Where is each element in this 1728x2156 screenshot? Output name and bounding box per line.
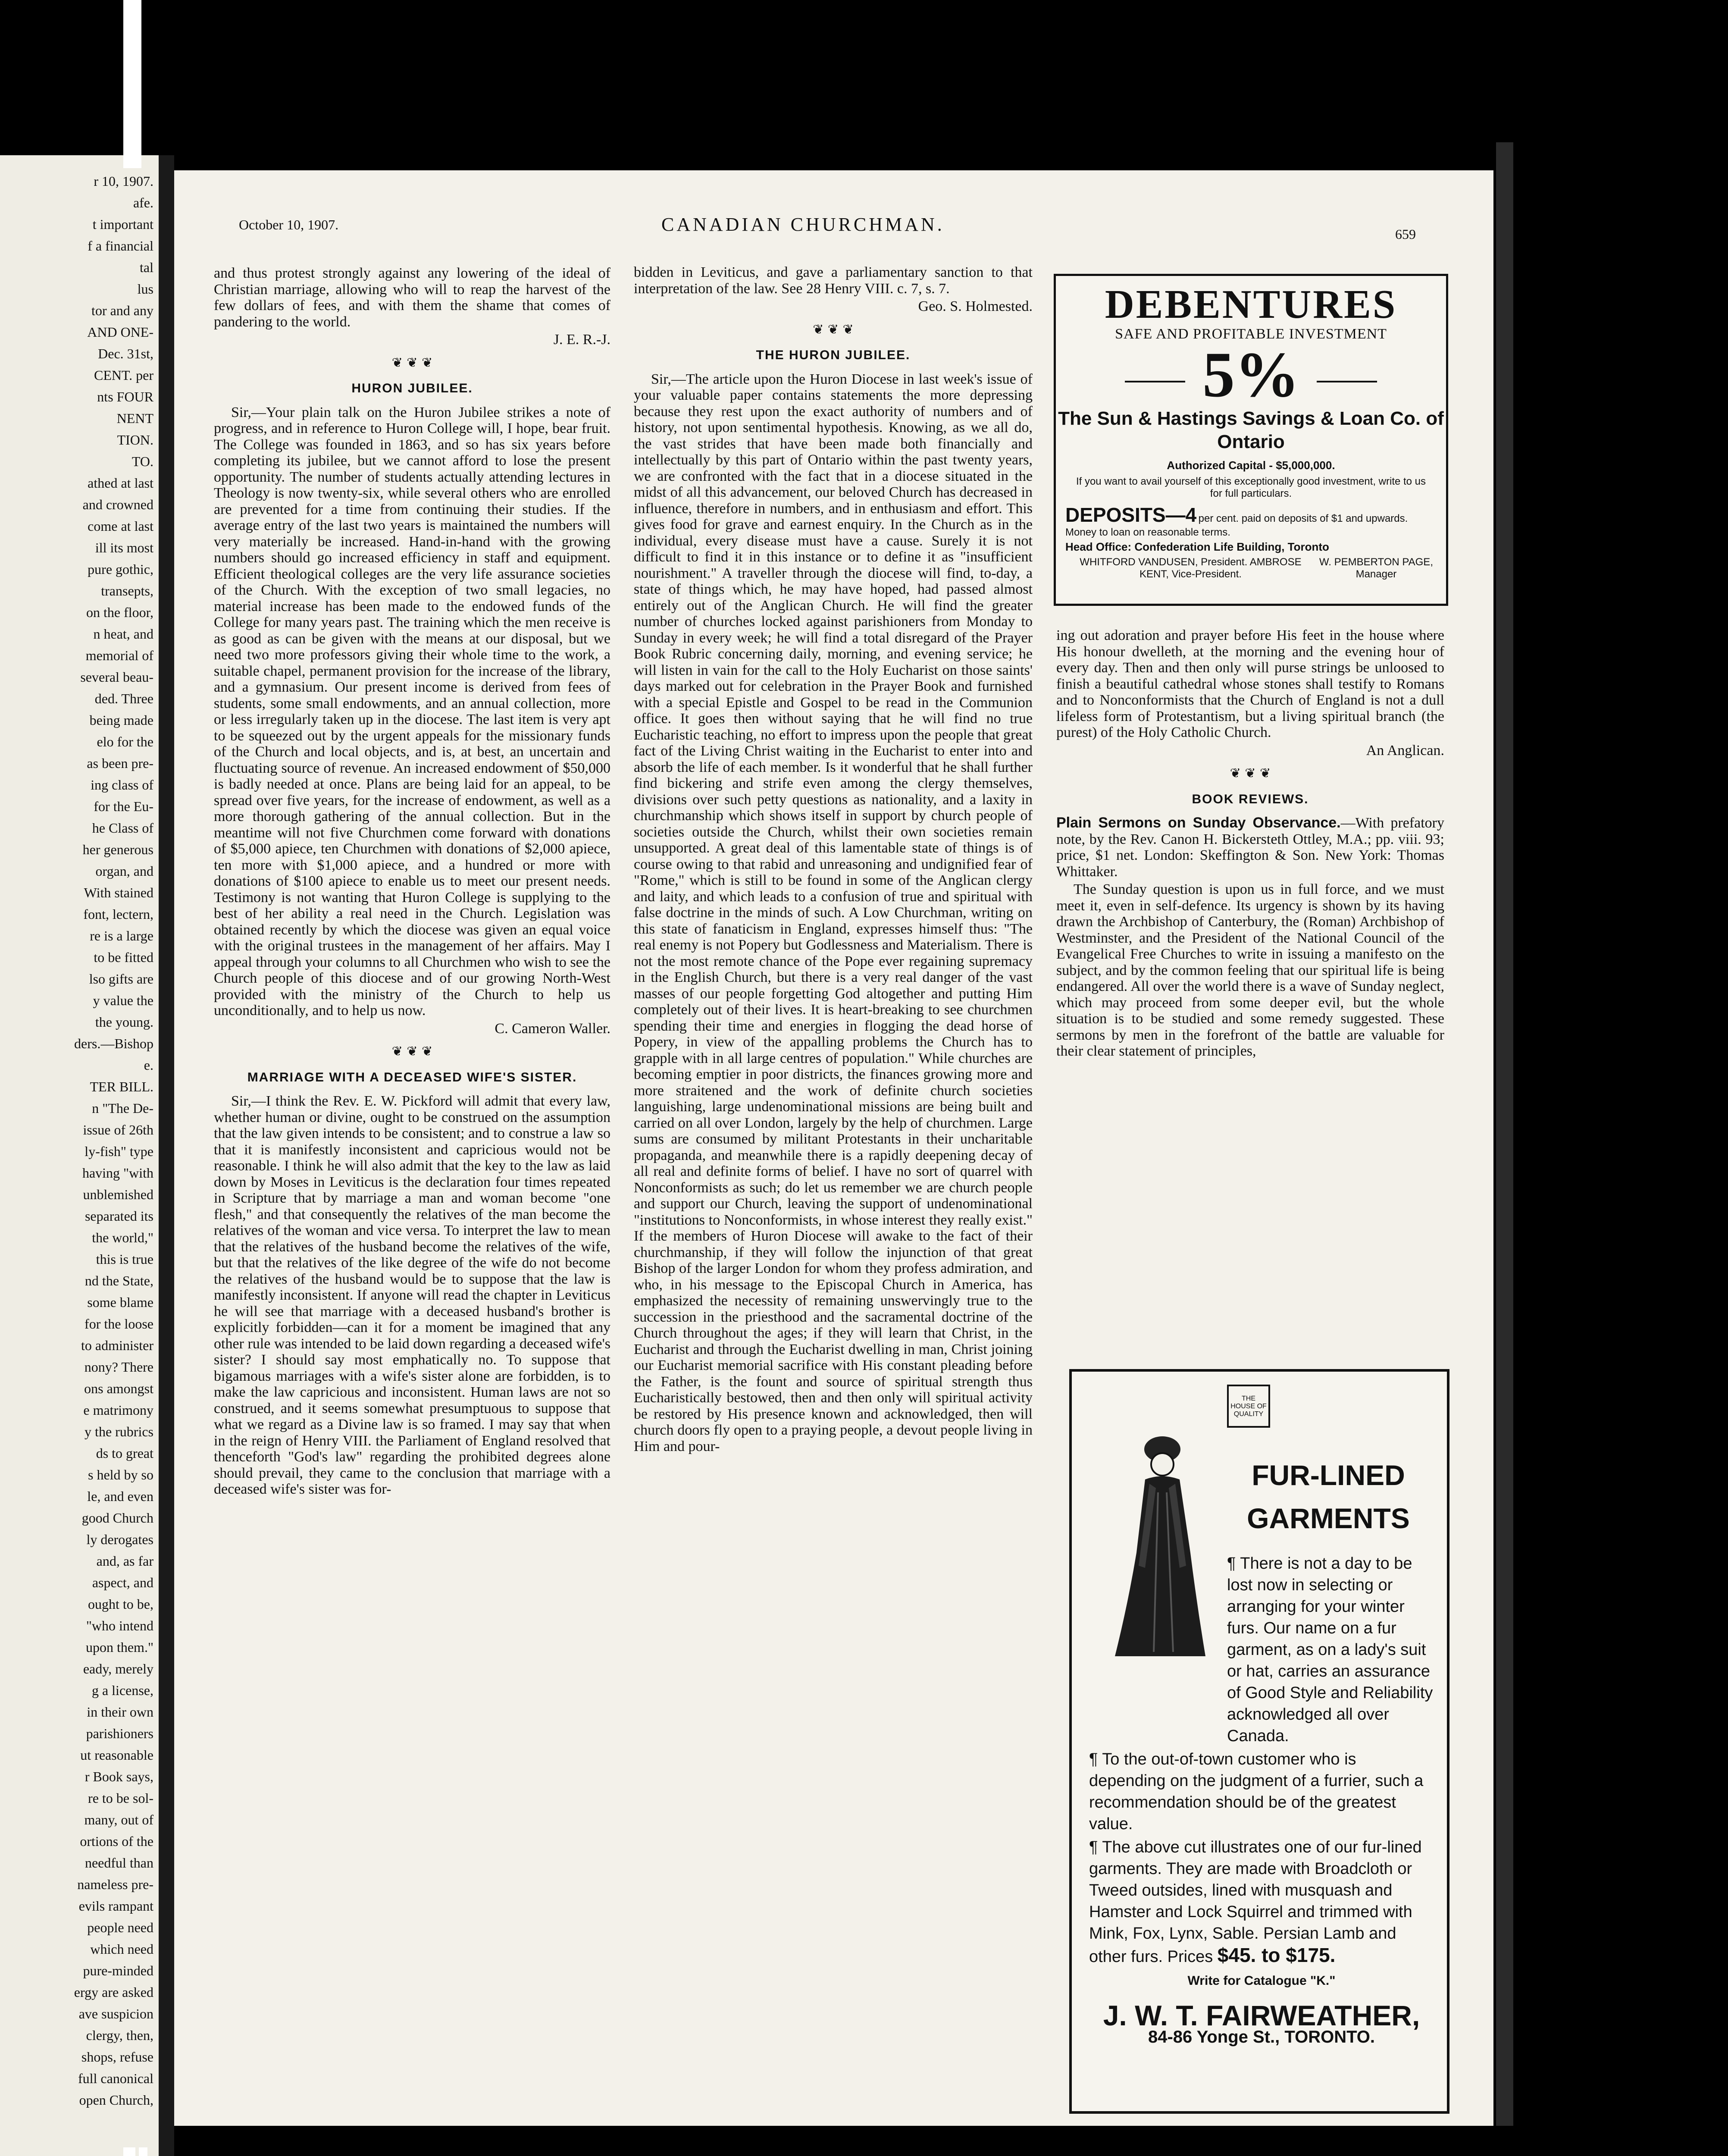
- left-page-line: AND ONE-: [87, 324, 153, 340]
- deposits-line: [1056, 503, 1446, 539]
- left-page-line: elo for the: [97, 734, 153, 749]
- letter-ending: ing out adoration and prayer before His feet in the house where His honour dwelleth, at the morning and the evening hour of every day. Then and then only will purse strings be unloosed to finish a beautiful cathedral whose stones shall testify to Romans and to Nonconformists that the Church of England is not a dull lifeless form of Protestantism, but a living spiritual branch (the purest) of the Holy Catholic Church.: [1056, 627, 1444, 740]
- column-1: [214, 265, 610, 1499]
- left-page-line: g a license,: [91, 1683, 153, 1698]
- left-page-line: being made: [89, 712, 153, 728]
- left-page-line: ut reasonable: [80, 1747, 153, 1763]
- article-body: Sir,—I think the Rev. E. W. Pickford will admit that every law, whether human or divine, ought to be construed on the assumption that the law given intends to be consistent; and to construe a law so that it is manifestly inconsistent and capricious would not be reasonable. I think he will also admit that the key to the law as laid down by Moses in Leviticus is the declaration four times repeated in Scripture that by marriage a man and woman become "one flesh," and that consequently the relatives of the man become the relatives of the woman and vice versa. To interpret the law to mean that the relatives of the husband become the relatives of the wife, but that the relatives of the like degree of the wife do not become the relatives of the husband would be to suppose that the law is manifestly inconsistent. If anyone will read the chapter in Leviticus he will see that marriage with a deceased husband's brother is explicitly forbidden—can it for a moment be imagined that any other rule was intended to be laid down regarding a deceased wife's sister? I should say most emphatically no. To suppose that bigamous marriages with a wife's sister alone are forbidden, is to make the law capricious and inconsistent. Human laws are not so construed, and it seems somewhat presumptuous to suppose that what we regard as a Divine law is so framed. I may say that when in the reign of Henry VIII. the Parliament of England resolved that thenceforth "God's law" regarding the prohibited degrees alone should prevail, they came to the conclusion that marriage with a deceased wife's sister was for-: [214, 1093, 610, 1497]
- company-name: The Sun & Hastings Savings & Loan Co. of Ontario: [1058, 408, 1444, 452]
- ad-paragraph: ¶ There is not a day to be lost now in selecting or arranging for your winter furs. Our name on a fur garment, as on a lady's suit or hat, carries an assurance of Good Style and Reliability acknowledged all over Canada.: [1227, 1554, 1433, 1745]
- left-page-line: aspect, and: [92, 1575, 153, 1590]
- left-page-fragment: [0, 155, 159, 2156]
- article-heading: HURON JUBILEE.: [351, 381, 473, 395]
- left-page-line: in their own: [87, 1704, 153, 1720]
- left-page-line: TO.: [131, 454, 153, 469]
- left-page-line: athed at last: [88, 475, 153, 491]
- left-page-line: re is a large: [90, 928, 153, 943]
- left-page-line: needful than: [85, 1855, 153, 1871]
- left-page-line: eady, merely: [83, 1661, 153, 1677]
- newspaper-page: [174, 170, 1493, 2126]
- article-heading: BOOK REVIEWS.: [1192, 792, 1309, 806]
- article-body: Sir,—Your plain talk on the Huron Jubilee strikes a note of progress, and in reference to Huron College will, I hope, bear fruit. The College was founded in 1863, and so has six years before completing its jubilee, but we cannot afford to lose the present opportunity. The number of students actually attending lectures in Theology is now twenty-six, while several others who are enrolled are prevented for a time from continuing their studies. If the average entry of the last two years is maintained the numbers will very materially be increased. Hand-in-hand with the growing numbers should go increased efficiency in staff and equipment. Efficient theological colleges are the very life assurance societies of the Church. With the exception of two small legacies, no material increase has been made to the endowed funds of the College for many years past. The training which the men receive is as good as can be given with the means at our disposal, but we need two more professors giving their whole time to the work, a suitable chapel, permanent provision for the increase of the library, and a gymnasium. Our present income is derived from fees of students, some small endowments, and an annual collection, more or less irregularly taken up in the diocese. The last item is very apt to be squeezed out by the urgent appeals for the missionary funds of the Church and local objects, and is, at best, an uncertain and fluctuating source of revenue. An increased endowment of $50,000 is badly needed at once. Plans are being laid for an appeal, to be spread over five years, for the increase of endowment, as well as a more thorough gathering of the annual collection. But in the meantime will not five Churchmen come forward with donations of $5,000 apiece, ten Churchmen with donations of $2,000 apiece, ten more with $1,000 apiece, and a hundred or more with donations of $100 apiece to enable us to meet our present needs. Testimony is not wanting that Huron College is supplying to the best of her ability a real need in the Church. Legislation was obtained recently by which the diocese was given an equal voice with the original trustees in the management of her affairs. May I appeal through your columns to all Churchmen who wish to see the Church people of this diocese and of our growing North-West provided with the ministry of the Church to help us unconditionally, and to help us now.: [214, 404, 610, 1018]
- left-page-line: this is true: [96, 1251, 153, 1267]
- left-page-line: nameless pre-: [77, 1877, 153, 1892]
- left-page-line: for the loose: [85, 1316, 153, 1332]
- left-page-line: he Class of: [92, 820, 153, 836]
- film-edge-mark: [139, 2147, 147, 2156]
- left-page-line: shops, refuse: [81, 2049, 153, 2065]
- ad-heading: FUR-LINED GARMENTS: [1247, 1459, 1410, 1534]
- left-page-line: e matrimony: [83, 1402, 153, 1418]
- left-page-line: r Book says,: [85, 1769, 153, 1784]
- left-page-line: as been pre-: [87, 755, 153, 771]
- letter-signature: An Anglican.: [1366, 742, 1444, 758]
- left-page-line: tor and any: [91, 303, 153, 318]
- ad-title: DEBENTURES: [1105, 282, 1397, 327]
- left-page-line: on the floor,: [86, 605, 153, 620]
- page-number: 659: [1395, 226, 1416, 242]
- left-page-line: many, out of: [84, 1812, 153, 1827]
- left-page-line: issue of 26th: [83, 1122, 153, 1138]
- left-page-line: nd the State,: [85, 1273, 153, 1288]
- page-gutter: [159, 155, 174, 2156]
- section-ornament: ❦ ❦ ❦: [391, 1044, 433, 1059]
- left-page-line: ds to great: [96, 1445, 153, 1461]
- left-page-line: r 10, 1907.: [94, 173, 153, 189]
- page-date: October 10, 1907.: [239, 217, 339, 232]
- left-page-line: come at last: [88, 518, 153, 534]
- left-page-line: organ, and: [95, 863, 153, 879]
- firm-name: J. W. T. FAIRWEATHER,: [1103, 1999, 1420, 2031]
- letter-signature: J. E. R.-J.: [553, 332, 610, 348]
- left-page-line: tal: [140, 260, 153, 275]
- left-page-line: pure gothic,: [88, 561, 153, 577]
- left-page-line: nts FOUR: [97, 389, 153, 404]
- left-page-line: some blame: [87, 1294, 153, 1310]
- book-spine: [1496, 142, 1513, 2126]
- left-page-line: font, lectern,: [83, 906, 153, 922]
- left-page-line: several beau-: [80, 669, 153, 685]
- left-page-line: n heat, and: [93, 626, 153, 642]
- left-page-line: upon them.": [85, 1639, 153, 1655]
- left-page-line: which need: [90, 1941, 153, 1957]
- article-body: Sir,—The article upon the Huron Diocese in last week's issue of your valuable paper contains statements the more depressing because they rest upon the exact authority of numbers and of history, not upon sentimental hypothesis. Knowing, as we all do, the vast strides that have been made both financially and intellectually by this part of Ontario within the past twenty years, we are confronted with the fact that in a diocese situated in the midst of all this advancement, our beloved Church has decreased in influence, therefore in numbers, and in enthusiasm and effort. This gives food for grave and earnest enquiry. In the Church as in the individual, every disease must have a cause. Surely it is not difficult to find it in this instance or to define it as "insufficient nourishment." A traveller through the diocese will find, to-day, a state of things which, he may have hoped, had passed almost entirely out of the Anglican Church. He will find the greater number of churches locked against parishioners from Monday to Sunday in every week; he will find a total disregard of the Prayer Book Rubric concerning daily, morning, and evening service; he will listen in vain for the call to the Holy Eucharist on those saints' days marked out for celebration in the Prayer Book and furnished with a special Epistle and Gospel to be read in the Communion office. It goes then without saying that he will find no true Eucharistic teaching, no effort to impress upon the people that great fact of the Living Christ waiting in the Eucharist to enter into and absorb the life of each member. Is it wonderful that he shall further find bickering and strife even among the clergy themselves, divisions over such petty questions as nationality, and a laxity in churchmanship which shows itself in support by church people of societies outside the Church, whilst their own societies remain unsupported. A great deal of this lamentable state of things is of course owing to that rabid and unreasoning and undignified fear of "Rome," which is still to be found in some of the Anglican clergy and laity, and which leads to a confusion of true and spiritual with false doctrine in the minds of such. A Low Churchman, writing on this state of fanaticism in England, expresses himself thus: "The real enemy is not Popery but Godlessness and Materialism. There is not the most remote chance of the Pope ever regaining supremacy in the English Church, but there is a very real danger of the vast masses of our people forgetting God altogether and putting Him completely out of their lives. It is heart-breaking to see churchmen spending their time and energies in flogging the dead horse of Popery, in view of the appalling problems the Church has to grapple with in all large centres of population." While churches are becoming emptier in poor districts, the finances growing more and more straitened and the work of definite church societies languishing, large undenominational missions are being built and carried on all over London, largely by the help of churchmen. Large sums are consumed by militant Protestants in their uncharitable propaganda, and meanwhile there is a rapidly deepening decay of all real and definite forms of belief. I have no sort of quarrel with Nonconformists as such; do let us remember we are church people and support our Church, leaving the support of undenominational "institutions to Nonconformists, in whose interest they really exist." If the members of Huron Diocese will awake to the fact of their churchmanship, if they will follow the injunction of that great Bishop of the larger London for whom they profess admiration, and who, in his message to the Episcopal Church in America, has emphasized the necessity of remaining unswervingly true to the succession in the priesthood and the sacramental doctrine of the Church throughout the ages; if they will learn that Christ, in the Eucharist and through the Eucharist dwelling in man, Christ joining our Eucharist memorial sacrifice with His constant pleading before the Father, is the fount and source of spiritual strength thus Eucharistically bestowed, then and then only will spiritual activity be restored by His presence known and acknowledged, then will church doors fly open to a praying people, a devout people living in Him and pour-: [634, 371, 1033, 1454]
- head-office: Head Office: Confederation Life Building, Toronto: [1065, 540, 1329, 553]
- left-page-line: s held by so: [88, 1467, 153, 1482]
- book-meta: —With prefatory note, by the Rev. Canon H. Bickersteth Ottley, M.A.; pp. viii. 93; price, $1 net. London: Skeffington & Son. New York: Thomas Whittaker.: [1056, 815, 1445, 880]
- left-page-line: ly-fish" type: [85, 1144, 153, 1159]
- ad-paragraph-text: ¶ The above cut illustrates one of our fur-lined garments. They are made with Broadcloth or Tweed outsides, lined with musquash and Hamster and Lock Squirrel and trimmed with Mink, Fox, Lynx, Sable. Persian Lamb and other furs. Prices: [1089, 1838, 1422, 1966]
- left-page-line: TER BILL.: [90, 1079, 153, 1094]
- left-page-line: open Church,: [79, 2092, 153, 2108]
- left-page-line: ders.—Bishop: [74, 1036, 153, 1051]
- left-page-line: her generous: [82, 842, 153, 857]
- letter-ending: and thus protest strongly against any lowering of the ideal of Christian marriage, allowing who will to reap the harvest of the few dollars of fees, and with them the shame that comes of pandering to the world.: [214, 265, 610, 330]
- letter-signature: Geo. S. Holmested.: [918, 298, 1033, 314]
- article-heading: THE HURON JUBILEE.: [756, 348, 911, 362]
- left-page-line: With stained: [84, 885, 153, 900]
- left-page-line: ons amongst: [84, 1381, 153, 1396]
- officer-right: W. PEMBERTON PAGE, Manager: [1319, 556, 1433, 580]
- left-page-line: the young.: [95, 1014, 153, 1030]
- left-page-line: separated its: [85, 1208, 153, 1224]
- ad-paragraph: [1089, 1836, 1434, 1968]
- left-page-line: re to be sol-: [88, 1790, 153, 1806]
- left-page-line: ave suspicion: [78, 2006, 153, 2021]
- ad-body: [1089, 1553, 1434, 2048]
- left-page-line: memorial of: [85, 648, 153, 663]
- left-page-line: ortions of the: [80, 1833, 153, 1849]
- left-page-line: evils rampant: [78, 1898, 153, 1914]
- left-page-line: y value the: [93, 993, 153, 1008]
- left-page-line: afe.: [133, 195, 153, 210]
- book-title: Plain Sermons on Sunday Observance.: [1056, 815, 1341, 831]
- left-page-line: CENT. per: [94, 367, 153, 383]
- film-edge-mark: [123, 2147, 135, 2156]
- left-page-line: ly derogates: [86, 1532, 153, 1547]
- firm-address: 84-86 Yonge St., TORONTO.: [1148, 2028, 1375, 2046]
- interest-rate: 5%: [1056, 342, 1446, 407]
- deposits-note: per cent. paid on deposits of $1 and upwards. Money to loan on reasonable terms.: [1065, 513, 1408, 538]
- left-page-line: full canonical: [78, 2071, 153, 2086]
- left-page-line: f a financial: [88, 238, 153, 254]
- section-ornament: ❦ ❦ ❦: [813, 322, 854, 337]
- catalogue-note: Write for Catalogue "K.": [1187, 1974, 1336, 1988]
- left-page-line: nony? There: [84, 1359, 153, 1375]
- article-heading: MARRIAGE WITH A DECEASED WIFE'S SISTER.: [247, 1070, 577, 1084]
- left-page-line: to be fitted: [94, 950, 153, 965]
- letter-signature: C. Cameron Waller.: [495, 1020, 610, 1037]
- left-page-line: y the rubrics: [85, 1424, 153, 1439]
- left-page-line: to administer: [81, 1338, 153, 1353]
- ad-paragraph: ¶ To the out-of-town customer who is depending on the judgment of a furrier, such a recommendation should be of the greatest value.: [1089, 1750, 1424, 1833]
- left-page-line: and crowned: [82, 497, 153, 512]
- left-page-line: having "with: [82, 1165, 153, 1181]
- section-ornament: ❦ ❦ ❦: [1230, 766, 1271, 781]
- book-review-body: The Sunday question is upon us in full force, and we must meet it, even in self-defence. Its urgency is shown by its having drawn the Archbishop of Canterbury, the (Roman) Archbishop of Westminster, and the President of the National Council of the Evangelical Free Churches to write in issuing a manifesto on the subject, and by the common feeling that our spiritual life is being endangered. All over the world there is a wave of Sunday neglect, which may proceed from some deeper evil, but the whole situation is to be studied and some remedy suggested. These sermons by men in the forefront of the battle are valuable for their clear statement of principles,: [1056, 881, 1444, 1059]
- left-page-line: good Church: [81, 1510, 153, 1526]
- left-page-line: pure-minded: [83, 1963, 153, 1978]
- left-page-line: unblemished: [83, 1187, 153, 1202]
- left-page-line: n "The De-: [92, 1100, 153, 1116]
- left-page-line: TION.: [117, 432, 153, 448]
- left-page-line: ing class of: [91, 777, 153, 793]
- left-page-line: parishioners: [86, 1726, 153, 1741]
- left-page-line: clergy, then,: [86, 2028, 153, 2043]
- officer-left: WHITFORD VANDUSEN, President. AMBROSE KENT, Vice-President.: [1080, 556, 1302, 580]
- left-page-line: lso gifts are: [89, 971, 153, 987]
- left-page-line: le, and even: [87, 1489, 153, 1504]
- book-review-entry: [1056, 815, 1444, 880]
- ad-subtitle: SAFE AND PROFITABLE INVESTMENT: [1115, 326, 1387, 342]
- fur-advertisement: [1069, 1369, 1449, 2114]
- shop-sign: THE HOUSE OF QUALITY: [1227, 1385, 1270, 1428]
- left-page-line: NENT: [116, 411, 153, 426]
- section-ornament: ❦ ❦ ❦: [391, 355, 433, 370]
- authorized-capital: Authorized Capital - $5,000,000.: [1167, 459, 1335, 472]
- left-page-line: Dec. 31st,: [98, 346, 153, 361]
- column-3: [1056, 627, 1444, 1061]
- letter-ending: bidden in Leviticus, and gave a parliamentary sanction to that interpretation of the law. See 28 Henry VIII. c. 7, s. 7.: [634, 264, 1033, 297]
- film-edge-mark: [133, 0, 141, 168]
- left-page-line: ought to be,: [88, 1596, 153, 1612]
- left-page-line: t important: [92, 216, 153, 232]
- left-page-line: for the Eu-: [94, 799, 153, 814]
- left-page-line: transepts,: [101, 583, 153, 599]
- left-page-line: ergy are asked: [74, 1984, 153, 2000]
- officers: [1056, 554, 1446, 583]
- left-page-line: ill its most: [95, 540, 153, 555]
- left-page-line: ded. Three: [94, 691, 153, 706]
- page-title: CANADIAN CHURCHMAN.: [661, 214, 945, 235]
- column-2: [634, 264, 1033, 1456]
- left-page-line: the world,": [92, 1230, 153, 1245]
- debentures-advertisement: [1054, 274, 1448, 606]
- deposits-rate: DEPOSITS—4: [1065, 504, 1197, 526]
- left-page-line: people need: [87, 1920, 153, 1935]
- left-page-line: e.: [144, 1057, 153, 1073]
- left-page-line: "who intend: [86, 1618, 153, 1633]
- price-range: $45. to $175.: [1217, 1944, 1336, 1966]
- left-page-line: and, as far: [96, 1553, 153, 1569]
- ad-invitation: If you want to avail yourself of this exceptionally good investment, write to us for full particulars.: [1076, 476, 1426, 499]
- left-page-line: lus: [137, 281, 153, 297]
